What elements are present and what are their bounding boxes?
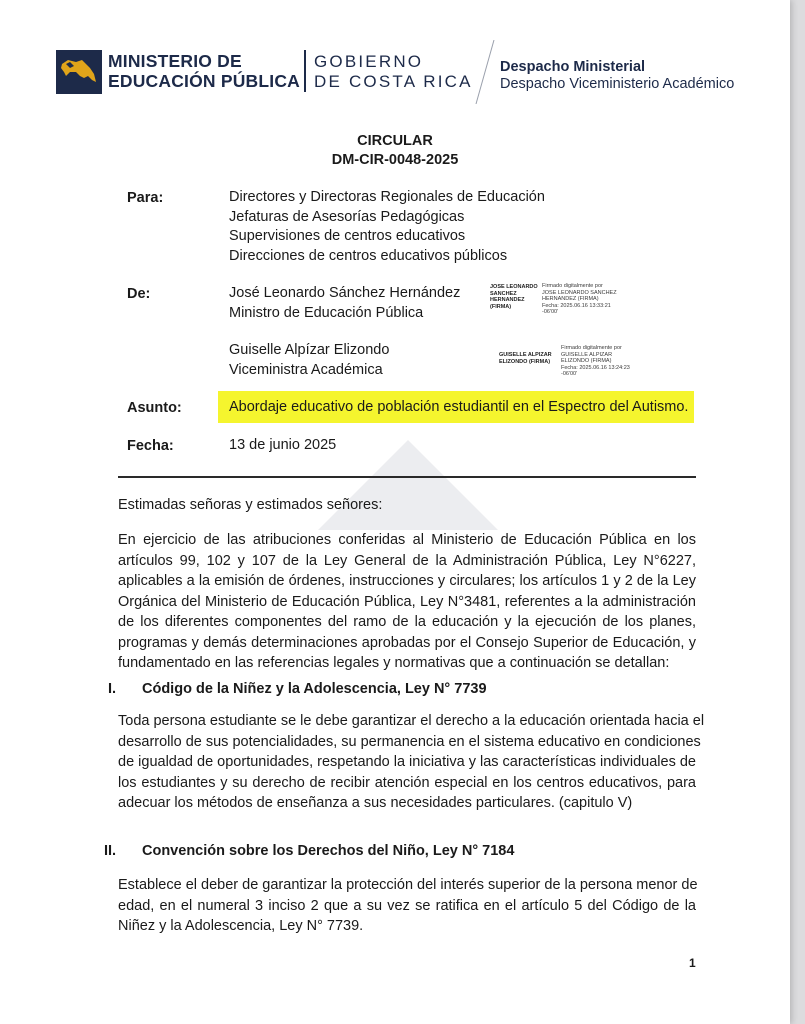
recipient-line: Directores y Directoras Regionales de Educación	[229, 189, 545, 205]
para-label: Para:	[127, 190, 164, 206]
paragraph-line: de igualdad de oportunidades, respetando la iniciativa y las características individuales de	[118, 754, 696, 770]
digital-signature-1-detail: Firmado digitalmente por JOSE LEONARDO SANCHEZ HERNANDEZ (FIRMA) Fecha: 2025.06.16 13:33:21 -06'00'	[542, 283, 617, 315]
paragraph-line: En ejercicio de las atribuciones conferidas al Ministerio de Educación Pública en los	[118, 532, 696, 548]
subject-text: Abordaje educativo de población estudiantil en el Espectro del Autismo.	[229, 399, 689, 415]
fecha-label: Fecha:	[127, 438, 174, 454]
section-2-paragraph	[118, 875, 696, 937]
office-name: Despacho Ministerial Despacho Viceministerio Académico	[500, 59, 735, 92]
de-label: De:	[127, 286, 151, 302]
section-1-paragraph	[118, 711, 705, 814]
paragraph-line: adecuar los métodos de enseñanza a sus necesidades particulares. (capitulo V)	[118, 795, 633, 811]
paragraph-line: fundamentado en las referencias legales y normativas que a continuación se detallan:	[118, 655, 670, 671]
header-rule	[118, 476, 696, 478]
header-slash-divider	[474, 40, 496, 104]
digital-signature-2-name: GUISELLE ALPIZAR ELIZONDO (FIRMA)	[499, 352, 552, 365]
ministry-name: MINISTERIO DE EDUCACIÓN PÚBLICA	[108, 51, 301, 91]
digital-signature-1-name: JOSE LEONARDO SANCHEZ HERNANDEZ (FIRMA)	[490, 284, 538, 310]
asunto-label: Asunto:	[127, 400, 182, 416]
signer1-block	[229, 284, 460, 323]
government-name: GOBIERNO DE COSTA RICA	[314, 52, 473, 91]
paragraph-line: Establece el deber de garantizar la protección del interés superior de la persona menor de	[118, 877, 698, 893]
document-type: CIRCULAR	[357, 133, 433, 149]
paragraph-line: de los diferentes componentes del ramo de la educación y la ejecución de los planes,	[118, 614, 696, 630]
paragraph-line: artículos 99, 102 y 107 de la Ley General de la Administración Pública, Ley N°6227,	[118, 552, 696, 569]
paragraph-line: Orgánica del Ministerio de Educación Pública, Ley N°3481, referentes a la administración	[118, 593, 696, 610]
section-1-title: Código de la Niñez y la Adolescencia, Ley N° 7739	[142, 681, 487, 697]
section-2-number: II.	[104, 843, 117, 859]
signer1-title: Ministro de Educación Pública	[229, 304, 424, 321]
recipient-line: Direcciones de centros educativos públicos	[229, 247, 508, 264]
recipient-line: Supervisiones de centros educativos	[229, 228, 466, 244]
paragraph-line: edad, en el numeral 3 inciso 2 que a su vez se ratifica en el artículo 5 del Código de la	[118, 897, 696, 914]
paragraph-line: Toda persona estudiante se le debe garantizar el derecho a la educación orientada hacia el	[118, 713, 705, 729]
signer1-name: José Leonardo Sánchez Hernández	[229, 285, 461, 301]
section-1-number: I.	[108, 681, 117, 697]
intro-paragraph	[118, 530, 696, 674]
signer2-block	[229, 341, 389, 380]
header-divider	[304, 50, 306, 92]
paragraph-line: aplicables a la emisión de órdenes, instrucciones y circulares; los artículos 1 y 2 de la Ley	[118, 573, 696, 589]
signer2-title: Viceministra Académica	[229, 361, 383, 378]
paragraph-line: desarrollo de sus potencialidades, su permanencia en el sistema educativo en condiciones	[118, 733, 701, 750]
digital-signature-2-detail: Firmado digitalmente por GUISELLE ALPIZAR ELIZONDO (FIRMA) Fecha: 2025.06.16 13:24:23 -06'00'	[561, 345, 630, 377]
costa-rica-map-logo	[56, 50, 102, 94]
section-2-title: Convención sobre los Derechos del Niño, Ley N° 7184	[142, 843, 515, 859]
page-number: 1	[689, 956, 696, 970]
recipients-list	[229, 188, 545, 266]
document-code: DM-CIR-0048-2025	[331, 152, 459, 168]
paragraph-line: Niñez y la Adolescencia, Ley N° 7739.	[118, 918, 364, 934]
paragraph-line: los estudiantes y su derecho de recibir atención especial en los centros educativos, para	[118, 774, 696, 791]
signer2-name: Guiselle Alpízar Elizondo	[229, 342, 390, 358]
date-text: 13 de junio 2025	[229, 437, 337, 453]
recipient-line: Jefaturas de Asesorías Pedagógicas	[229, 208, 465, 225]
paragraph-line: programas y demás determinaciones aprobadas por el Consejo Superior de Educación, y	[118, 634, 696, 651]
greeting: Estimadas señoras y estimados señores:	[118, 497, 383, 513]
